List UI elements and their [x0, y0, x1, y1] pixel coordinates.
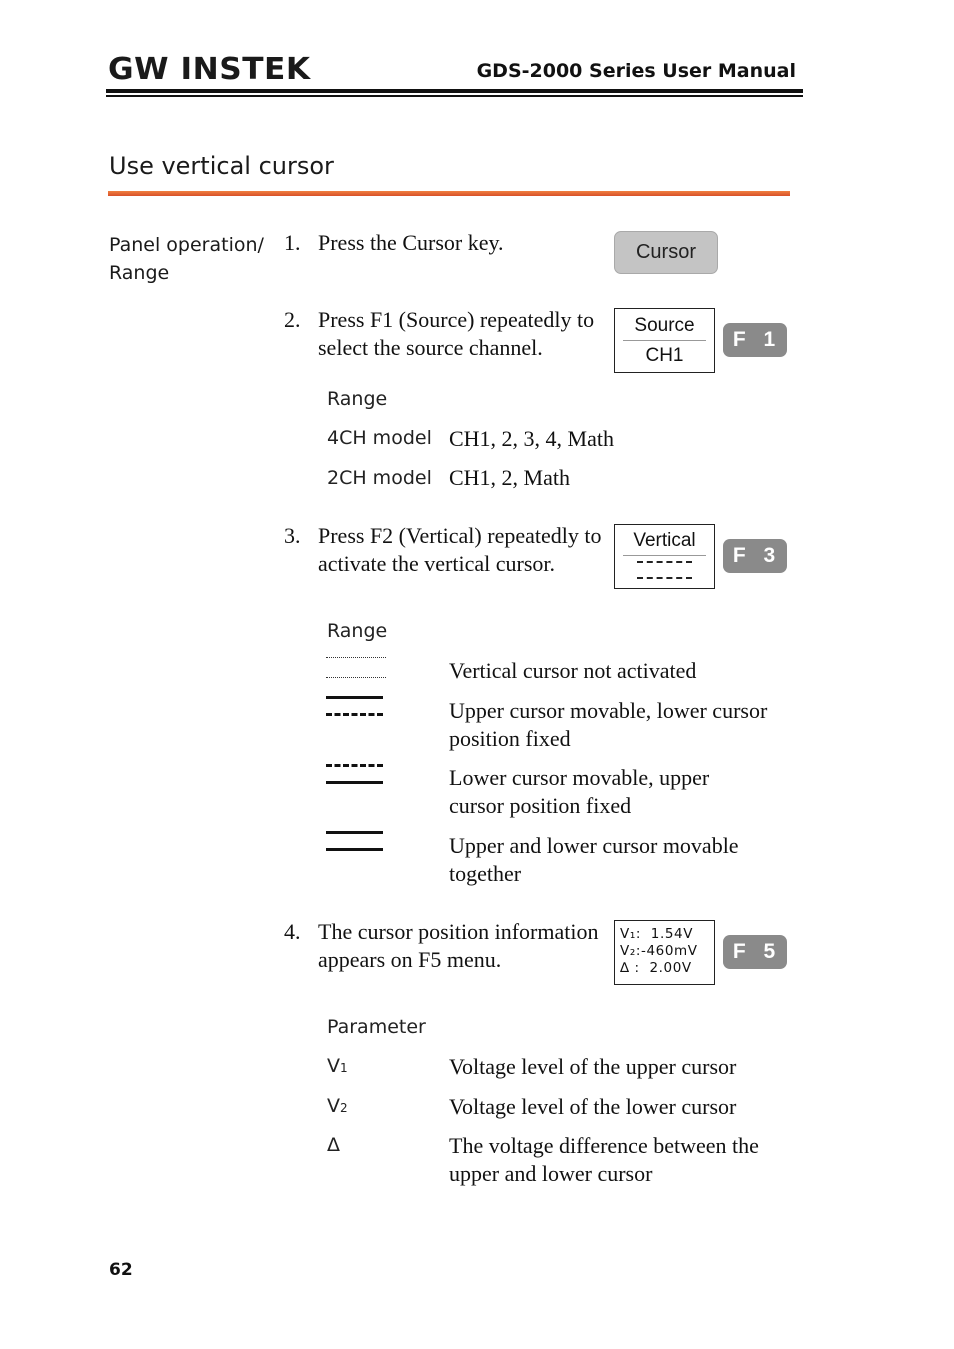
cursor-key[interactable]: Cursor — [614, 231, 718, 274]
param-sym: Δ — [327, 1134, 340, 1156]
dashed-line-icon — [326, 713, 383, 716]
model-label: 4CH model — [327, 427, 432, 449]
dashed-line-icon — [326, 764, 383, 767]
step-number: 4. — [284, 919, 301, 944]
step-text: Press F2 (Vertical) repeatedly to activate the vertical cursor. — [318, 523, 602, 576]
vertical-menu-title: Vertical — [633, 530, 696, 551]
solid-line-icon — [326, 848, 383, 851]
source-menu — [614, 308, 715, 373]
page-number: 62 — [109, 1260, 133, 1280]
document-title: GDS-2000 Series User Manual — [476, 60, 796, 82]
solid-line-icon — [326, 781, 383, 784]
section-rule — [108, 191, 790, 196]
range-label: Range — [327, 620, 388, 642]
range-description: Upper cursor movable, lower cursor position fixed — [449, 698, 768, 751]
step-number: 2. — [284, 307, 301, 332]
v1-readout: V₁: 1.54V — [620, 926, 694, 942]
header-rule-thin — [106, 95, 803, 97]
menu-divider — [623, 555, 706, 556]
param-sub: 2 — [340, 1101, 348, 1115]
f5-key[interactable]: F 5 — [723, 935, 787, 969]
model-label: 2CH model — [327, 467, 432, 489]
parameter-symbol — [327, 1055, 348, 1077]
parameter-symbol — [327, 1134, 340, 1156]
f1-key[interactable]: F 1 — [723, 323, 787, 357]
dotted-line-icon — [326, 657, 386, 658]
range-description: Vertical cursor not activated — [449, 658, 697, 683]
f3-key[interactable]: F 3 — [723, 539, 787, 573]
parameter-description: The voltage difference between the upper and lower cursor — [449, 1133, 759, 1186]
solid-line-icon — [326, 831, 383, 834]
step-text: Press the Cursor key. — [318, 230, 504, 255]
parameter-description: Voltage level of the upper cursor — [449, 1054, 737, 1079]
range-description: Lower cursor movable, upper cursor position fixed — [449, 765, 710, 818]
model-range: CH1, 2, 3, 4, Math — [449, 426, 614, 451]
section-title: Use vertical cursor — [109, 152, 334, 180]
range-label: Range — [327, 388, 388, 410]
param-sym: V — [327, 1095, 340, 1117]
delta-readout: ∆ : 2.00V — [620, 960, 692, 976]
gw-instek-logo: GW INSTEK — [108, 52, 311, 87]
source-menu-value: CH1 — [645, 345, 684, 366]
model-range: CH1, 2, Math — [449, 465, 570, 490]
param-sym: V — [327, 1055, 340, 1077]
header-rule — [106, 89, 803, 93]
cursor-line-icon — [637, 577, 692, 579]
cursor-line-icon — [637, 561, 692, 563]
parameter-description: Voltage level of the lower cursor — [449, 1094, 737, 1119]
solid-line-icon — [326, 696, 383, 699]
v2-readout: V₂:-460mV — [620, 943, 698, 959]
f5-info-menu — [614, 920, 715, 985]
range-description: Upper and lower cursor movable together — [449, 833, 739, 886]
dotted-line-icon — [326, 677, 386, 678]
vertical-menu — [614, 524, 715, 589]
parameter-label: Parameter — [327, 1016, 426, 1038]
param-sub: 1 — [340, 1061, 348, 1075]
step-text: The cursor position information appears on F5 menu. — [318, 919, 599, 972]
menu-divider — [623, 340, 706, 341]
step-text: Press F1 (Source) repeatedly to select the source channel. — [318, 307, 595, 360]
source-menu-title: Source — [634, 315, 695, 336]
parameter-symbol — [327, 1095, 348, 1117]
step-number: 3. — [284, 523, 301, 548]
step-number: 1. — [284, 230, 301, 255]
panel-operation-label: Panel operation/ Range — [109, 234, 264, 284]
